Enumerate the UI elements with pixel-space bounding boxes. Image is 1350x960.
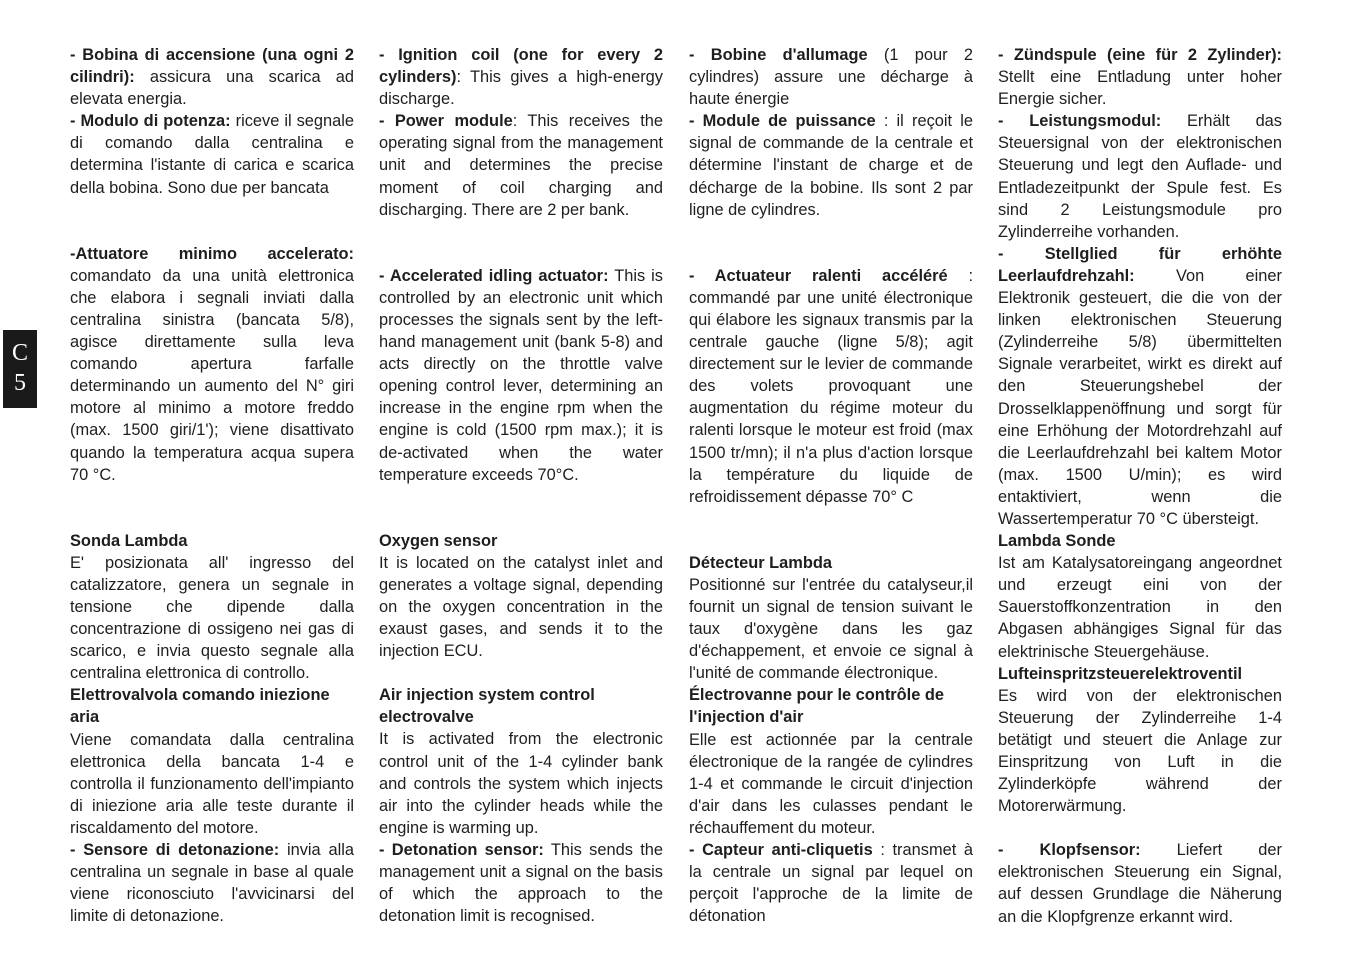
paragraph-idle-actuator	[379, 265, 663, 486]
text-air-valve: Elle est actionnée par la centrale électronique de la rangée de cylindres 1-4 et commande le circuit d'injection d'air dans les culasses pendant le réchauffement du moteur.	[689, 730, 973, 837]
paragraph-ignition-coil	[689, 44, 973, 110]
column-italian	[70, 44, 354, 927]
section-tab	[3, 330, 37, 408]
text-lambda-sensor: It is located on the catalyst inlet and generates a voltage signal, depending on the oxygen concentration in the exaust gases, and sends it to the injection ECU.	[379, 553, 663, 661]
text-power-module: Erhält das Steuersignal von der elektronischen Steuerung und legt den Auflade- und Entladezeitpunkt der Spule fest. Es sind 2 Leistungsmodule pro Zylinderreihe vorhanden.	[998, 112, 1282, 241]
heading-lambda-sensor: Sonda Lambda	[70, 531, 188, 550]
heading-air-valve: Air injection system control electrovalve	[379, 686, 595, 727]
heading-knock-sensor: - Capteur anti-cliquetis	[689, 841, 873, 859]
heading-idle-actuator: - Stellglied für erhöhte Leerlaufdrehzahl:	[998, 244, 1282, 285]
paragraph-knock-sensor	[998, 839, 1282, 927]
heading-lambda-sensor: Détecteur Lambda	[689, 553, 833, 572]
paragraph-power-module	[998, 110, 1282, 243]
text-ignition-coil: : This gives a high-energy discharge.	[379, 68, 663, 109]
heading-knock-sensor: - Detonation sensor:	[379, 840, 544, 859]
text-idle-actuator: This is controlled by an electronic unit which processes the signals sent by the left-hand management unit (bank 5-8) and acts directly on the throttle valve opening control lever, determining an increase in the engine rpm when the engine is cold (1500 rpm max.); it is de-activated when the water temperature exceeds 70°C.	[379, 266, 663, 484]
paragraph-idle-actuator	[998, 243, 1282, 530]
paragraph-knock-sensor	[689, 839, 973, 927]
text-air-valve: Es wird von der elektronischen Steuerung der Zylinderreihe 1-4 betätigt und steuert die Anlage zur Einspritzung von Luft in die Zylinderköpfe während der Motorerwärmung.	[998, 686, 1282, 816]
heading-air-valve: Lufteinspritzsteuerelektroventil	[998, 664, 1243, 683]
column-english	[379, 44, 663, 927]
text-power-module: : This receives the operating signal from the management unit and determines the precise moment of coil charging and discharging. There are 2 per bank.	[379, 112, 663, 219]
heading-power-module: - Module de puissance	[689, 112, 876, 131]
paragraph-idle-actuator	[689, 265, 973, 508]
text-knock-sensor: Liefert der elektronischen Steuerung ein Signal, auf dessen Grundlage die Näherung an die Klopfgrenze erkannt wird.	[998, 841, 1282, 926]
text-lambda-sensor: Positionné sur l'entrée du catalyseur,il fournit un signal de tension suivant le taux d'oxygène dans les gaz d'échappement, et envoie ce signal à l'unité de commande électronique.	[689, 575, 973, 683]
heading-ignition-coil: - Bobina di accensione (una ogni 2 cilindri):	[70, 46, 354, 87]
paragraph-power-module	[70, 110, 354, 198]
text-ignition-coil: (1 pour 2 cylindres) assure une décharge à haute énergie	[689, 46, 973, 109]
text-idle-actuator: comandato da una unità elettronica che elabora i segnali inviati dalla centralina sinistra (bancata 5/8), agisce direttamente sulla leva comando apertura farfalle determinando un aumento del N° giri motore al minimo a motore freddo (max. 1500 giri/1'); viene disattivato quando la temperatura acqua supera 70 °C.	[70, 266, 354, 484]
text-idle-actuator: Von einer Elektronik gesteuert, die die von der linken elektronischen Steuerung (Zylinderreihe 5/8) übermittelten Signale verarbeitet, wirkt es direkt auf den Steuerungshebel der Drosselklappenöffnung und sorgt für eine Erhöhung der Motordrehzahl auf die Leerlaufdrehzahl bei kaltem Motor (max. 1500 U/min); es wird entaktiviert, wenn die Wassertemperatur 70 °C übersteigt.	[998, 266, 1282, 528]
column-german	[998, 44, 1282, 928]
text-knock-sensor: : transmet à la centrale un signal par lequel on perçoit l'approche de la limite de détonation	[689, 841, 973, 926]
heading-ignition-coil: - Ignition coil (one for every 2 cylinders)	[379, 46, 663, 87]
text-power-module: riceve il segnale di comando dalla centralina e determina l'istante di carica e scarica della bobina. Sono due per bancata	[70, 112, 354, 197]
heading-knock-sensor: - Klopfsensor:	[998, 841, 1141, 860]
paragraph-idle-actuator	[70, 243, 354, 486]
text-ignition-coil: assicura una scarica ad elevata energia.	[70, 68, 354, 109]
heading-power-module: - Leistungsmodul:	[998, 112, 1162, 131]
paragraph-knock-sensor	[379, 839, 663, 927]
text-knock-sensor: This sends the management unit a signal on the basis of which the approach to the detonation limit is recognised.	[379, 840, 663, 926]
paragraph-ignition-coil	[379, 44, 663, 110]
heading-idle-actuator: -Attuatore minimo accelerato:	[70, 244, 354, 263]
text-knock-sensor: invia alla centralina un segnale in base al quale viene riconosciuto l'avvicinarsi del limite di detonazione.	[70, 841, 354, 926]
text-lambda-sensor: E' posizionata all' ingresso del catalizzatore, genera un segnale in tensione che dipende dalla concentrazione di ossigeno nei gas di scarico, e invia questo segnale alla centralina elettronica di controllo.	[70, 553, 354, 683]
heading-lambda-sensor: Oxygen sensor	[379, 531, 498, 550]
heading-air-valve: Électrovanne pour le contrôle de l'injection d'air	[689, 686, 945, 727]
heading-power-module: - Power module	[379, 112, 513, 131]
heading-knock-sensor: - Sensore di detonazione:	[70, 841, 280, 859]
text-air-valve: Viene comandata dalla centralina elettronica della bancata 1-4 e controlla il funzionamento dell'impianto di iniezione aria alle teste durante il riscaldamento del motore.	[70, 730, 354, 837]
section-number: 5	[14, 370, 26, 396]
paragraph-knock-sensor	[70, 839, 354, 927]
heading-idle-actuator: - Accelerated idling actuator:	[379, 266, 609, 285]
paragraph-power-module	[689, 110, 973, 220]
paragraph-ignition-coil	[70, 44, 354, 110]
section-letter: C	[11, 340, 28, 366]
heading-lambda-sensor: Lambda Sonde	[998, 532, 1116, 551]
text-lambda-sensor: Ist am Katalysatoreingang angeordnet und erzeugt eini von der Sauerstoffkonzentration in den Abgasen abhängiges Signal für das elektrinische Steuergehäuse.	[998, 554, 1282, 661]
heading-ignition-coil: - Bobine d'allumage	[689, 46, 868, 64]
heading-air-valve: Elettrovalvola comando iniezione aria	[70, 686, 330, 727]
text-idle-actuator: : commandé par une unité électronique qui élabore les signaux transmis par la centrale gauche (ligne 5/8); agit directement sur le levier de commande des volets provoquant une augmentation du régime moteur du ralenti lorsque le moteur est froid (max 1500 tr/mn); il n'a plus d'action lorsque la température du liquide de refroidissement dépasse 70° C	[689, 266, 973, 506]
text-power-module: : il reçoit le signal de commande de la centrale et détermine l'instant de charge et de décharge de la bobine. Ils sont 2 par ligne de cylindres.	[689, 112, 974, 219]
heading-power-module: - Modulo di potenza:	[70, 112, 231, 131]
heading-ignition-coil: - Zündspule (eine für 2 Zylinder):	[998, 46, 1282, 64]
column-french	[689, 44, 973, 927]
paragraph-ignition-coil	[998, 44, 1282, 110]
heading-idle-actuator: - Actuateur ralenti accéléré	[689, 266, 948, 285]
text-air-valve: It is activated from the electronic control unit of the 1-4 cylinder bank and controls the system which injects air into the cylinder heads while the engine is warming up.	[379, 730, 663, 837]
paragraph-power-module	[379, 110, 663, 220]
text-ignition-coil: Stellt eine Entladung unter hoher Energie sicher.	[998, 68, 1282, 109]
